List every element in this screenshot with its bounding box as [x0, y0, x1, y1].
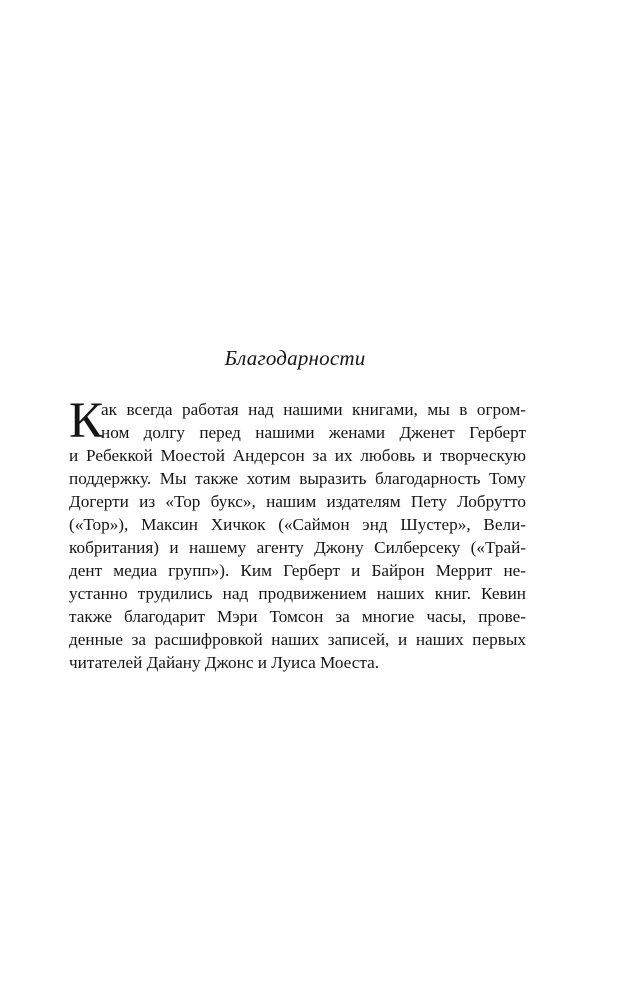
text-line: устанно трудились над продвижением наших книг. Кевин — [69, 584, 526, 603]
text-line: дент медиа групп»). Ким Герберт и Байрон Меррит не- — [69, 561, 526, 580]
text-line: поддержку. Мы также хотим выразить благодарность Тому — [69, 469, 526, 488]
text-line: и Ребеккой Моестой Андерсон за их любовь и творческую — [69, 446, 526, 465]
text-line: ак всегда работая над нашими книгами, мы в огром- — [101, 400, 526, 419]
text-line: также благодарит Мэри Томсон за многие часы, прове- — [69, 607, 526, 626]
text-line: денные за расшифровкой наших записей, и наших первых — [69, 630, 526, 649]
text-line: ном долгу перед нашими женами Дженет Герберт — [101, 423, 526, 442]
page-title: Благодарности — [224, 346, 366, 370]
text-line: читателей Дайану Джонс и Луиса Моеста. — [69, 653, 380, 672]
text-line: («Тор»), Максин Хичкок («Саймон энд Шустер», Вели- — [69, 515, 526, 534]
text-line: кобритания) и нашему агенту Джону Силберсеку («Трай- — [69, 538, 526, 557]
drop-cap-letter: К — [69, 393, 104, 449]
text-line: Догерти из «Тор букс», нашим издателям Пету Лобрутто — [69, 492, 526, 511]
